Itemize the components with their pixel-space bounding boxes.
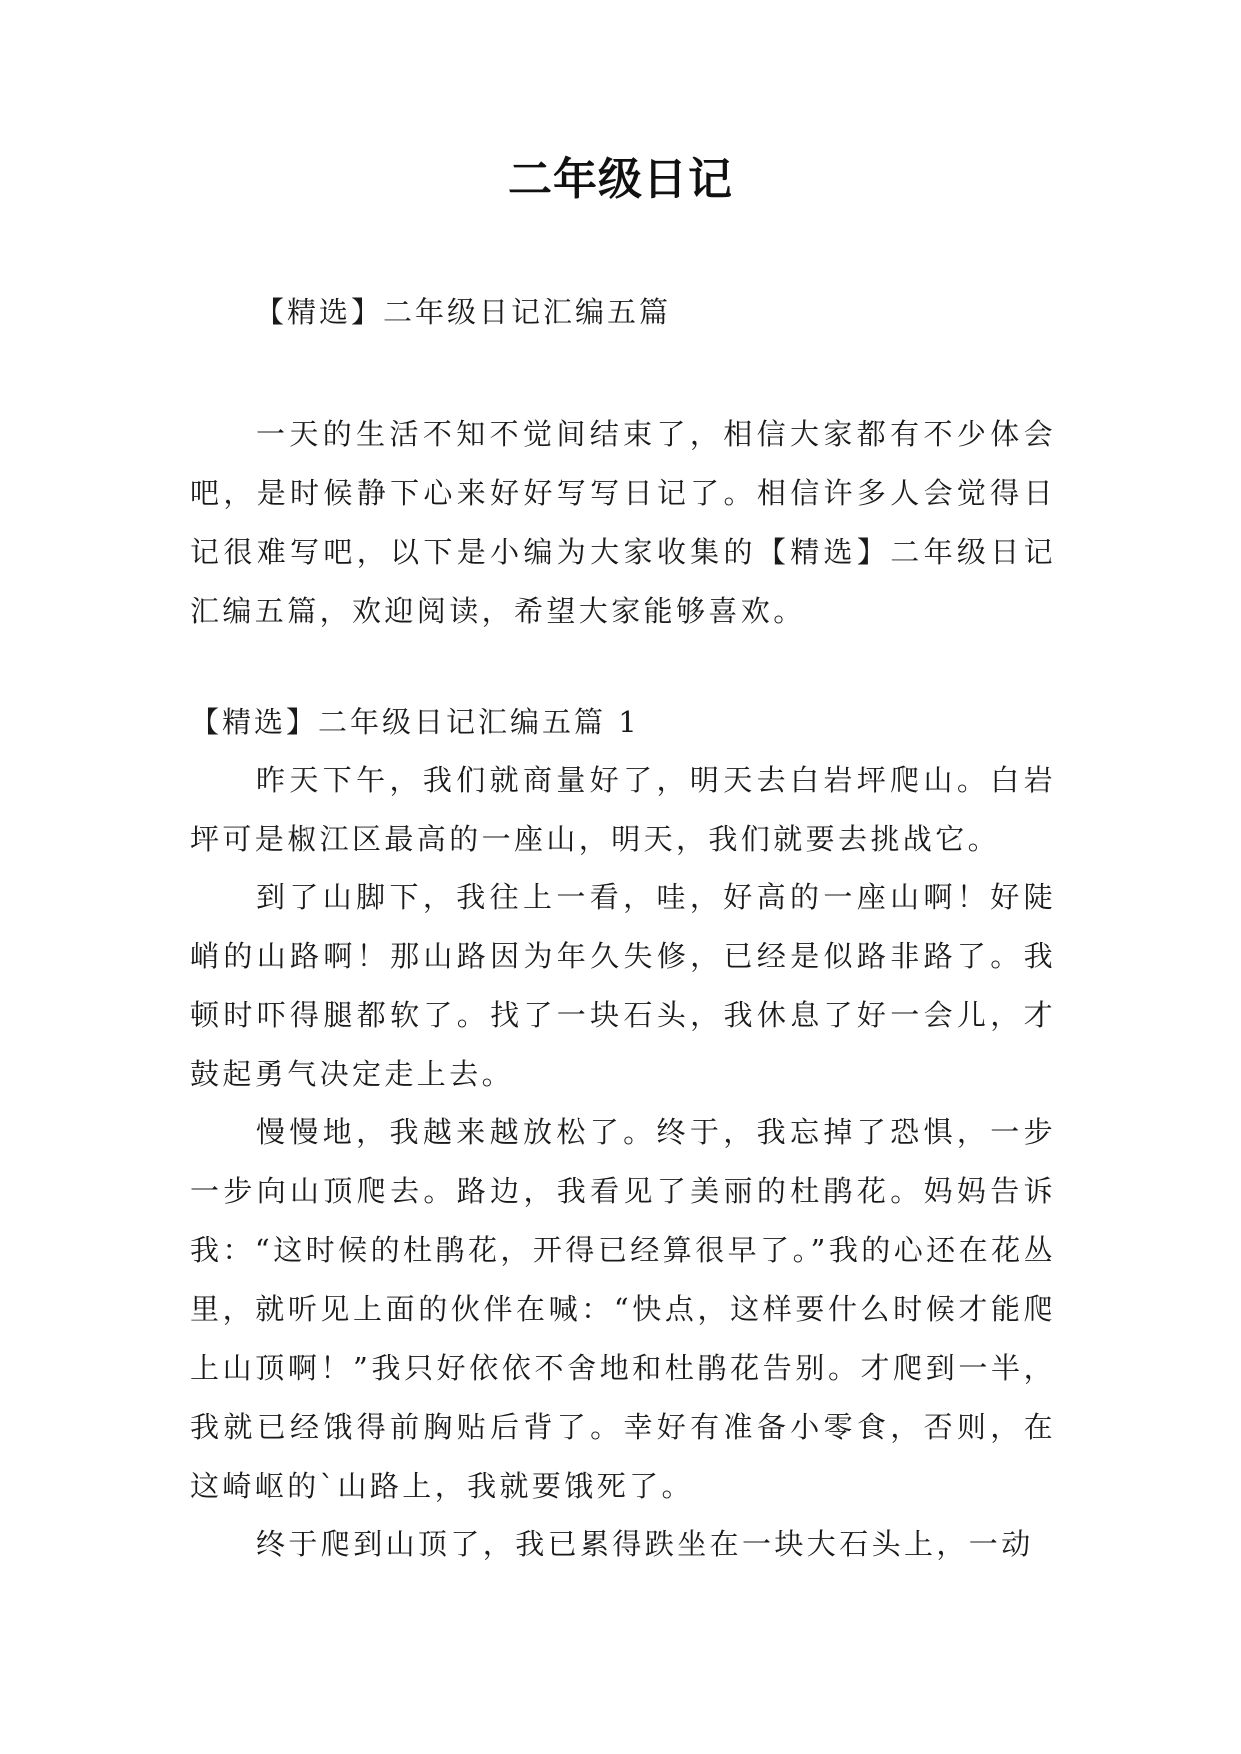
body-paragraph-4: 终于爬到山顶了，我已累得跌坐在一块大石头上，一动 — [256, 1527, 1034, 1561]
body-paragraph-3: 慢慢地，我越来越放松了。终于，我忘掉了恐惧，一步一步向山顶爬去。路边，我看见了美丽的杜鹃花。妈妈告诉我：“这时候的杜鹃花，开得已经算很早了。”我的心还在花丛里，就听见上面的伙伴在喊：“快点，这样要什么时候才能爬上山顶啊！”我只好依依不舍地和杜鹃花告别。才爬到一半，我就已经饿得前胸贴后背了。幸好有准备小零食，否则，在这崎岖的`山路上，我就要饿死了。 — [190, 1115, 1056, 1503]
document-subtitle: 【精选】二年级日记汇编五篇 — [255, 295, 672, 329]
body-paragraph-1: 昨天下午，我们就商量好了，明天去白岩坪爬山。白岩坪可是椒江区最高的一座山，明天，我们就要去挑战它。 — [190, 763, 1056, 856]
section-heading: 【精选】二年级日记汇编五篇 1 — [190, 705, 640, 739]
body-paragraph-2: 到了山脚下，我往上一看，哇，好高的一座山啊！好陡峭的山路啊！那山路因为年久失修，已经是似路非路了。我顿时吓得腿都软了。找了一块石头，我休息了好一会儿，才鼓起勇气决定走上去。 — [190, 880, 1056, 1091]
document-title: 二年级日记 — [508, 154, 733, 205]
intro-paragraph: 一天的生活不知不觉间结束了，相信大家都有不少体会吧，是时候静下心来好好写写日记了。相信许多人会觉得日记很难写吧，以下是小编为大家收集的【精选】二年级日记汇编五篇，欢迎阅读，希望大家能够喜欢。 — [190, 417, 1056, 628]
